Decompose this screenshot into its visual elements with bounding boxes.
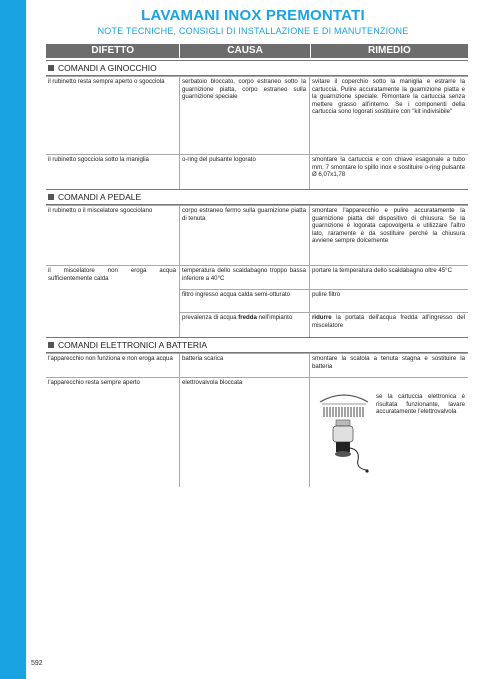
causa-cell: o-ring del pulsante logorato [180, 154, 310, 189]
causa-text: nell'impianto [256, 314, 293, 321]
rimedio-cell [310, 312, 468, 337]
rimedio-cell: svitare il coperchio sotto la maniglia e estrarre la cartuccia. Pulire accuratamente la guarnizione piatta e la guarnizione speciale. Rimontare la cartuccia senza mettere grasso all'interno. Se i componenti della cartuccia sono logorati sostituire con "kit indivisibile" [310, 76, 468, 154]
page-subtitle: NOTE TECNICHE, CONSIGLI DI INSTALLAZIONE E DI MANUTENZIONE [97, 26, 409, 36]
difetto-cell [46, 312, 180, 337]
difetto-cell: il rubinetto sgocciola sotto la maniglia [46, 154, 180, 189]
section-header [46, 60, 468, 76]
rimedio-cell [310, 377, 468, 487]
rimedio-cell: portare la temperatura dello scaldabagno oltre 45°C [310, 265, 468, 289]
causa-cell [180, 312, 310, 337]
causa-cell: temperatura dello scaldabagno troppo bassa inferiore a 40°C [180, 265, 310, 289]
causa-cell: batteria scarica [180, 353, 310, 377]
table-row [46, 377, 468, 487]
causa-bold-text: fredda [238, 314, 257, 321]
solenoid-valve-illustration [314, 384, 378, 480]
rimedio-text: la portata dell'acqua fredda all'ingresso del miscelatore [312, 314, 465, 329]
causa-cell: elettrovalvola bloccata [180, 377, 310, 487]
section-title: COMANDI ELETTRONICI A BATTERIA [58, 340, 208, 350]
column-header-causa: CAUSA [180, 44, 310, 58]
difetto-cell: l'apparecchio resta sempre aperto [46, 377, 180, 487]
section-title: COMANDI A PEDALE [58, 192, 142, 202]
table-row [46, 205, 468, 265]
square-bullet-icon [48, 342, 54, 348]
rimedio-cell: smontare la cartuccia e con chiave esagonale a tubo mm. 7 smontare lo spillo inox e sostituire o-ring pulsante Ø 6,07x1,78 [310, 154, 468, 189]
causa-cell: serbatoio bloccato, corpo estraneo sotto la guarnizione piatta, corpo estraneo sulla guarnizione speciale [180, 76, 310, 154]
table-row [46, 312, 468, 337]
rimedio-cell: smontare la scatola a tenuta stagna e sostituire la batteria [310, 353, 468, 377]
section-title: COMANDI A GINOCCHIO [58, 63, 157, 73]
table-row [46, 76, 468, 154]
accent-sidebar [0, 0, 26, 679]
table-row [46, 265, 468, 289]
causa-cell: filtro ingresso acqua calda semi-otturato [180, 289, 310, 312]
square-bullet-icon [48, 194, 54, 200]
rimedio-bold-text: ridurre [312, 314, 332, 321]
difetto-cell [46, 289, 180, 312]
difetto-cell: il miscelatore non eroga acqua sufficientemente calda [46, 265, 180, 289]
rimedio-text: se la cartuccia elettronica è risultata funzionante, lavare accuratamente l'elettrovalvola [376, 393, 465, 415]
rimedio-cell: smontare l'apparecchio e pulire accuratamente la guarnizione piatta del dispositivo di chiusura. Se la guarnizione è logorata capovolgerla e utilizzare l'altro lato, raramente è da sostituire perché la chiusura avviene sempre dolcemente [310, 205, 468, 265]
causa-cell: corpo estraneo fermo sulla guarnizione piatta di tenuta [180, 205, 310, 265]
page-number: 592 [31, 660, 43, 667]
page-title: LAVAMANI INOX PREMONTATI [141, 7, 365, 24]
troubleshooting-table [46, 44, 468, 487]
column-header-difetto: DIFETTO [46, 44, 180, 58]
table-row [46, 353, 468, 377]
difetto-cell: il rubinetto o il miscelatore sgocciolano [46, 205, 180, 265]
difetto-cell: l'apparecchio non funziona e non eroga acqua [46, 353, 180, 377]
table-header [46, 44, 468, 58]
table-row [46, 154, 468, 189]
table-row [46, 289, 468, 312]
section-header [46, 337, 468, 353]
column-header-rimedio: RIMEDIO [367, 45, 411, 56]
square-bullet-icon [48, 65, 54, 71]
causa-text: prevalenza di acqua [182, 314, 239, 321]
section-header [46, 189, 468, 205]
rimedio-cell: pulire filtro [310, 289, 468, 312]
difetto-cell: il rubinetto resta sempre aperto o sgocciola [46, 76, 180, 154]
